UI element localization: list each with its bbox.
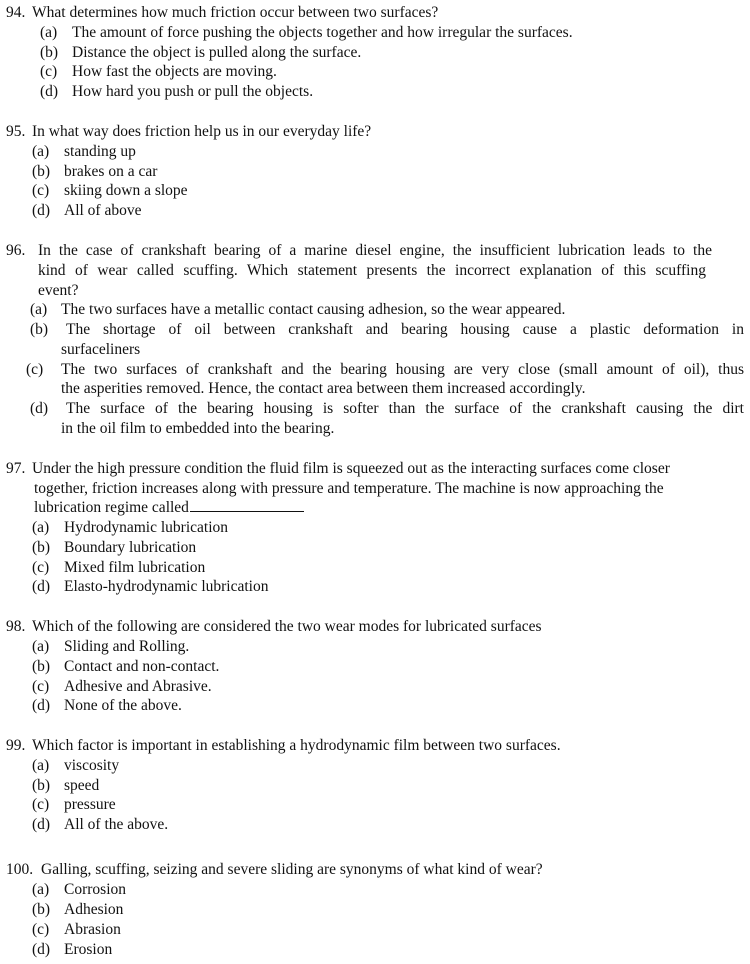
q96-option-d-letter: (d) [30, 400, 49, 417]
q97-option-d-letter: (d) [32, 578, 51, 595]
q99-option-a-letter: (a) [32, 757, 50, 774]
question-95-stem: In what way does friction help us in our everyday life? [32, 123, 372, 140]
q99-option-d-letter: (d) [32, 816, 51, 833]
q100-option-a-letter: (a) [32, 881, 50, 898]
q99-option-d-text: All of the above. [64, 816, 169, 833]
q95-option-a-text: standing up [64, 143, 136, 160]
q97-option-a-letter: (a) [32, 519, 50, 536]
question-100-stem: Galling, scuffing, seizing and severe sliding are synonyms of what kind of wear? [41, 861, 543, 878]
q98-option-b-text: Contact and non-contact. [64, 658, 220, 675]
q95-option-b-letter: (b) [32, 163, 51, 180]
q94-option-b-text: Distance the object is pulled along the surface. [72, 44, 362, 61]
q96-option-b-text-line-2: surfaceliners [61, 341, 141, 358]
q94-option-a-text: The amount of force pushing the objects together and how irregular the surfaces. [72, 24, 573, 41]
q95-option-d-letter: (d) [32, 202, 51, 219]
q94-option-a-letter: (a) [40, 24, 58, 41]
question-99-stem: Which factor is important in establishing a hydrodynamic film between two surfaces. [32, 737, 561, 754]
q94-option-c-text: How fast the objects are moving. [72, 63, 277, 80]
q96-option-c-letter: (c) [26, 361, 44, 378]
q97-option-a-text: Hydrodynamic lubrication [64, 519, 228, 536]
q95-option-a-letter: (a) [32, 143, 50, 160]
q100-option-d-letter: (d) [32, 941, 51, 958]
question-96-stem-line-2: kind of wear called scuffing. Which statement presents the incorrect explanation of this scuffing [38, 262, 706, 279]
question-98-number: 98. [6, 618, 26, 635]
q98-option-d-letter: (d) [32, 697, 51, 714]
q100-option-b-letter: (b) [32, 901, 51, 918]
question-95-number: 95. [6, 123, 26, 140]
question-99-number: 99. [6, 737, 26, 754]
q98-option-a-letter: (a) [32, 638, 50, 655]
q97-option-b-text: Boundary lubrication [64, 539, 197, 556]
q98-option-c-letter: (c) [32, 678, 50, 695]
q99-option-c-letter: (c) [32, 796, 50, 813]
q100-option-b-text: Adhesion [64, 901, 124, 918]
question-96-stem-line-1: In the case of crankshaft bearing of a marine diesel engine, the insufficient lubrication leads to the [38, 242, 712, 259]
q98-option-c-text: Adhesive and Abrasive. [64, 678, 212, 695]
q100-option-c-letter: (c) [32, 921, 50, 938]
q99-option-c-text: pressure [64, 796, 116, 813]
q99-option-a-text: viscosity [64, 757, 120, 774]
q96-option-a-letter: (a) [30, 301, 48, 318]
q96-option-b-text-line-1: The shortage of oil between crankshaft and bearing housing cause a plastic deformation in [66, 321, 744, 338]
q97-option-d-text: Elasto-hydrodynamic lubrication [64, 578, 269, 595]
q100-option-d-text: Erosion [64, 941, 113, 958]
q94-option-d-text: How hard you push or pull the objects. [72, 83, 314, 100]
q94-option-c-letter: (c) [40, 63, 58, 80]
q97-option-c-letter: (c) [32, 559, 50, 576]
question-94-stem: What determines how much friction occur between two surfaces? [32, 4, 439, 21]
question-97-stem-line-1: Under the high pressure condition the fluid film is squeezed out as the interacting surfaces come closer [32, 460, 670, 477]
q95-option-c-letter: (c) [32, 182, 50, 199]
q98-option-d-text: None of the above. [64, 697, 182, 714]
question-98-stem: Which of the following are considered the two wear modes for lubricated surfaces [32, 618, 542, 635]
q95-option-b-text: brakes on a car [64, 163, 158, 180]
question-97-stem-line-2: together, friction increases along with pressure and temperature. The machine is now approaching the [34, 480, 664, 497]
q99-option-b-text: speed [64, 777, 100, 794]
q98-option-b-letter: (b) [32, 658, 51, 675]
q95-option-d-text: All of above [64, 202, 142, 219]
q97-option-c-text: Mixed film lubrication [64, 559, 206, 576]
q96-option-a-text: The two surfaces have a metallic contact causing adhesion, so the wear appeared. [61, 301, 566, 318]
fill-in-blank [190, 499, 304, 512]
q96-option-b-letter: (b) [30, 321, 49, 338]
q94-option-d-letter: (d) [40, 83, 59, 100]
question-97-number: 97. [6, 460, 26, 477]
q96-option-d-text-line-2: in the oil film to embedded into the bearing. [61, 420, 335, 437]
q99-option-b-letter: (b) [32, 777, 51, 794]
q96-option-c-text-line-1: The two surfaces of crankshaft and the bearing housing are very close (small amount of oil), thus [61, 361, 744, 378]
question-97-stem-line-3 [34, 498, 304, 517]
q94-option-b-letter: (b) [40, 44, 59, 61]
question-96-stem-line-3: event? [38, 282, 79, 299]
question-97-stem-line-3-text: lubrication regime called [34, 499, 189, 516]
question-96-number: 96. [6, 242, 26, 259]
q95-option-c-text: skiing down a slope [64, 182, 188, 199]
q100-option-a-text: Corrosion [64, 881, 126, 898]
question-94-number: 94. [6, 4, 26, 21]
q97-option-b-letter: (b) [32, 539, 51, 556]
q100-option-c-text: Abrasion [64, 921, 121, 938]
q96-option-c-text-line-2: the asperities removed. Hence, the contact area between them increased accordingly. [61, 380, 586, 397]
question-100-number: 100. [6, 861, 34, 878]
q98-option-a-text: Sliding and Rolling. [64, 638, 190, 655]
q96-option-d-text-line-1: The surface of the bearing housing is softer than the surface of the crankshaft causing the dirt [66, 400, 744, 417]
